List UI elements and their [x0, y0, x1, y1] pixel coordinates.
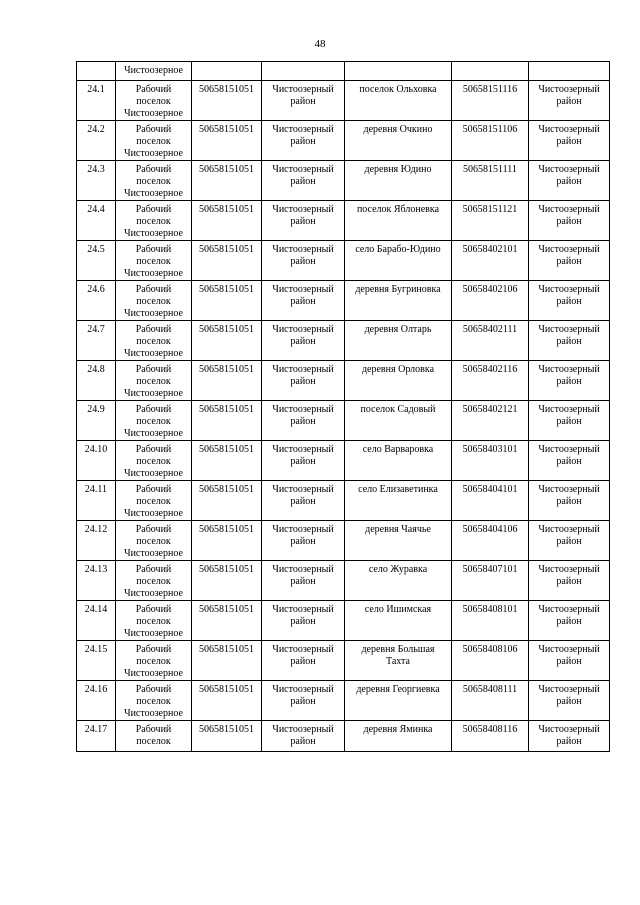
table-row: [77, 321, 610, 361]
settlement-text: Рабочий поселок Чистоозерное: [124, 324, 183, 359]
district1-text: Чистоозерный район: [272, 164, 334, 187]
cell-district2: [529, 281, 610, 321]
cell-num: [77, 201, 116, 241]
cell-settlement: [116, 561, 192, 601]
code1-text: 50658151051: [199, 444, 254, 455]
settlements-table: [76, 61, 610, 752]
cell-locality: [345, 401, 452, 441]
cell-code1: [192, 441, 262, 481]
cell-code1: [192, 81, 262, 121]
code2-text: 50658151116: [462, 84, 518, 95]
cell-locality: [345, 521, 452, 561]
code2-text: 50658408111: [462, 684, 518, 695]
code2-text: 50658408116: [462, 724, 518, 735]
cell-code2: [452, 721, 529, 752]
cell-district2: [529, 321, 610, 361]
locality-text: деревня Бугриновка: [355, 284, 441, 295]
num-text: 24.15: [84, 644, 108, 655]
district1-text: Чистоозерный район: [272, 644, 334, 667]
cell-district2: [529, 521, 610, 561]
table-row: [77, 201, 610, 241]
code2-text: 50658402116: [462, 364, 518, 375]
cell-num: [77, 321, 116, 361]
district1-text: Чистоозерный район: [272, 124, 334, 147]
settlement-text: Рабочий поселок Чистоозерное: [124, 404, 183, 439]
code2-text: 50658151121: [462, 204, 518, 215]
cell-settlement: [116, 401, 192, 441]
cell-district2: [529, 161, 610, 201]
district1-text: Чистоозерный район: [272, 404, 334, 427]
cell-district2: [529, 681, 610, 721]
district1-text: Чистоозерный район: [272, 324, 334, 347]
num-text: 24.5: [87, 244, 105, 255]
code1-text: 50658151051: [199, 324, 254, 335]
district2-text: Чистоозерный район: [538, 564, 600, 587]
cell-code2: [452, 62, 529, 81]
cell-district1: [262, 441, 345, 481]
cell-code1: [192, 241, 262, 281]
cell-settlement: [116, 721, 192, 752]
code2-text: 50658402111: [462, 324, 518, 335]
cell-num: [77, 561, 116, 601]
settlement-text: Рабочий поселок Чистоозерное: [124, 604, 183, 639]
locality-text: село Журавка: [368, 564, 428, 575]
cell-locality: [345, 62, 452, 81]
cell-num: [77, 241, 116, 281]
cell-code1: [192, 601, 262, 641]
district2-text: Чистоозерный район: [538, 404, 600, 427]
settlement-text: Рабочий поселок Чистоозерное: [124, 84, 183, 119]
cell-district1: [262, 521, 345, 561]
code1-text: 50658151051: [199, 244, 254, 255]
code2-text: 50658402106: [462, 284, 518, 295]
district2-text: Чистоозерный район: [538, 204, 600, 227]
code1-text: 50658151051: [199, 564, 254, 575]
table-row: [77, 721, 610, 752]
code1-text: 50658151051: [199, 204, 254, 215]
num-text: 24.3: [87, 164, 105, 175]
locality-text: деревня Юдино: [364, 164, 432, 175]
cell-code2: [452, 561, 529, 601]
cell-locality: [345, 641, 452, 681]
cell-locality: [345, 81, 452, 121]
cell-district1: [262, 361, 345, 401]
cell-code1: [192, 62, 262, 81]
settlement-text: Рабочий поселок Чистоозерное: [124, 684, 183, 719]
district2-text: Чистоозерный район: [538, 604, 600, 627]
cell-code2: [452, 401, 529, 441]
district1-text: Чистоозерный район: [272, 244, 334, 267]
district2-text: Чистоозерный район: [538, 164, 600, 187]
locality-text: село Барабо-Юдино: [355, 244, 441, 255]
cell-code1: [192, 561, 262, 601]
district1-text: Чистоозерный район: [272, 84, 334, 107]
cell-district1: [262, 62, 345, 81]
num-text: 24.16: [84, 684, 108, 695]
cell-code1: [192, 681, 262, 721]
district2-text: Чистоозерный район: [538, 524, 600, 547]
district1-text: Чистоозерный район: [272, 444, 334, 467]
cell-district2: [529, 81, 610, 121]
cell-district1: [262, 681, 345, 721]
cell-district2: [529, 62, 610, 81]
cell-code1: [192, 361, 262, 401]
settlement-text: Рабочий поселок: [135, 724, 172, 747]
locality-text: деревня Очкино: [363, 124, 433, 135]
district2-text: Чистоозерный район: [538, 124, 600, 147]
settlement-text: Чистоозерное: [124, 65, 183, 76]
cell-district1: [262, 201, 345, 241]
cell-code2: [452, 601, 529, 641]
district2-text: Чистоозерный район: [538, 284, 600, 307]
cell-code1: [192, 121, 262, 161]
code2-text: 50658407101: [462, 564, 518, 575]
locality-text: поселок Садовый: [360, 404, 436, 415]
num-text: 24.10: [84, 444, 108, 455]
code1-text: 50658151051: [199, 484, 254, 495]
cell-settlement: [116, 161, 192, 201]
district1-text: Чистоозерный район: [272, 604, 334, 627]
locality-text: деревня Орловка: [361, 364, 435, 375]
num-text: 24.4: [87, 204, 105, 215]
cell-code1: [192, 281, 262, 321]
code1-text: 50658151051: [199, 364, 254, 375]
cell-code1: [192, 721, 262, 752]
cell-code2: [452, 481, 529, 521]
num-text: 24.14: [84, 604, 108, 615]
table-row: [77, 641, 610, 681]
cell-settlement: [116, 241, 192, 281]
cell-num: [77, 721, 116, 752]
district2-text: Чистоозерный район: [538, 444, 600, 467]
code2-text: 50658408101: [462, 604, 518, 615]
cell-settlement: [116, 641, 192, 681]
cell-num: [77, 161, 116, 201]
cell-locality: [345, 601, 452, 641]
district2-text: Чистоозерный район: [538, 364, 600, 387]
code1-text: 50658151051: [199, 164, 254, 175]
cell-district1: [262, 401, 345, 441]
code1-text: 50658151051: [199, 524, 254, 535]
num-text: 24.2: [87, 124, 105, 135]
locality-text: деревня Чаячье: [365, 524, 431, 535]
locality-text: село Елизаветинка: [358, 484, 438, 495]
table-row: [77, 441, 610, 481]
district1-text: Чистоозерный район: [272, 684, 334, 707]
code1-text: 50658151051: [199, 644, 254, 655]
cell-num: [77, 601, 116, 641]
code2-text: 50658151106: [462, 124, 518, 135]
district2-text: Чистоозерный район: [538, 724, 600, 747]
table-row: [77, 81, 610, 121]
code2-text: 50658403101: [462, 444, 518, 455]
code2-text: 50658402101: [462, 244, 518, 255]
cell-settlement: [116, 521, 192, 561]
num-text: 24.12: [84, 524, 108, 535]
num-text: 24.9: [87, 404, 105, 415]
cell-district1: [262, 481, 345, 521]
settlement-text: Рабочий поселок Чистоозерное: [124, 284, 183, 319]
cell-settlement: [116, 81, 192, 121]
locality-text: поселок Яблоневка: [356, 204, 440, 215]
cell-code1: [192, 641, 262, 681]
cell-code2: [452, 441, 529, 481]
cell-locality: [345, 561, 452, 601]
settlement-text: Рабочий поселок Чистоозерное: [124, 444, 183, 479]
district2-text: Чистоозерный район: [538, 684, 600, 707]
settlement-text: Рабочий поселок Чистоозерное: [124, 644, 183, 679]
district2-text: Чистоозерный район: [538, 84, 600, 107]
num-text: 24.11: [84, 484, 108, 495]
cell-district2: [529, 641, 610, 681]
locality-text: поселок Ольховка: [359, 84, 437, 95]
cell-locality: [345, 241, 452, 281]
cell-num: [77, 641, 116, 681]
table-row: [77, 601, 610, 641]
table-row: [77, 361, 610, 401]
table-row: [77, 281, 610, 321]
table-row: [77, 161, 610, 201]
table-row: [77, 521, 610, 561]
cell-settlement: [116, 281, 192, 321]
settlement-text: Рабочий поселок Чистоозерное: [124, 124, 183, 159]
district1-text: Чистоозерный район: [272, 204, 334, 227]
cell-locality: [345, 121, 452, 161]
table-row: [77, 241, 610, 281]
table-row: [77, 561, 610, 601]
cell-district1: [262, 161, 345, 201]
cell-code2: [452, 361, 529, 401]
cell-num: [77, 121, 116, 161]
cell-num: [77, 361, 116, 401]
cell-code2: [452, 521, 529, 561]
num-text: 24.13: [84, 564, 108, 575]
cell-district2: [529, 441, 610, 481]
cell-code1: [192, 521, 262, 561]
locality-text: деревня Большая Тахта: [361, 644, 435, 667]
locality-text: село Варваровка: [362, 444, 434, 455]
cell-locality: [345, 681, 452, 721]
cell-locality: [345, 201, 452, 241]
num-text: 24.8: [87, 364, 105, 375]
cell-district2: [529, 401, 610, 441]
cell-locality: [345, 161, 452, 201]
code1-text: 50658151051: [199, 124, 254, 135]
cell-locality: [345, 281, 452, 321]
cell-num: [77, 521, 116, 561]
cell-num: [77, 62, 116, 81]
locality-text: село Ишимская: [364, 604, 432, 615]
cell-settlement: [116, 441, 192, 481]
cell-code2: [452, 201, 529, 241]
cell-code1: [192, 481, 262, 521]
cell-locality: [345, 441, 452, 481]
cell-district1: [262, 321, 345, 361]
cell-district2: [529, 721, 610, 752]
district1-text: Чистоозерный район: [272, 724, 334, 747]
cell-code2: [452, 281, 529, 321]
cell-num: [77, 81, 116, 121]
cell-locality: [345, 481, 452, 521]
code1-text: 50658151051: [199, 84, 254, 95]
settlement-text: Рабочий поселок Чистоозерное: [124, 204, 183, 239]
district1-text: Чистоозерный район: [272, 484, 334, 507]
cell-settlement: [116, 681, 192, 721]
locality-text: деревня Олтарь: [364, 324, 432, 335]
table-row: [77, 481, 610, 521]
cell-code1: [192, 161, 262, 201]
cell-code1: [192, 321, 262, 361]
settlement-text: Рабочий поселок Чистоозерное: [124, 484, 183, 519]
continuation-row: [77, 62, 610, 81]
num-text: 24.7: [87, 324, 105, 335]
cell-code2: [452, 681, 529, 721]
code1-text: 50658151051: [199, 684, 254, 695]
page-number: 48: [314, 38, 326, 50]
district2-text: Чистоозерный район: [538, 484, 600, 507]
code1-text: 50658151051: [199, 604, 254, 615]
num-text: 24.6: [87, 284, 105, 295]
cell-code1: [192, 201, 262, 241]
cell-district1: [262, 561, 345, 601]
cell-code2: [452, 161, 529, 201]
code2-text: 50658404101: [462, 484, 518, 495]
district1-text: Чистоозерный район: [272, 364, 334, 387]
cell-district1: [262, 241, 345, 281]
cell-district2: [529, 601, 610, 641]
cell-code2: [452, 321, 529, 361]
cell-district2: [529, 241, 610, 281]
cell-district2: [529, 361, 610, 401]
cell-district1: [262, 281, 345, 321]
cell-district1: [262, 641, 345, 681]
cell-district2: [529, 201, 610, 241]
cell-locality: [345, 721, 452, 752]
cell-settlement: [116, 321, 192, 361]
settlement-text: Рабочий поселок Чистоозерное: [124, 164, 183, 199]
cell-code2: [452, 241, 529, 281]
cell-locality: [345, 361, 452, 401]
code1-text: 50658151051: [199, 404, 254, 415]
settlement-text: Рабочий поселок Чистоозерное: [124, 364, 183, 399]
cell-district2: [529, 561, 610, 601]
cell-district1: [262, 601, 345, 641]
num-text: 24.1: [87, 84, 105, 95]
cell-num: [77, 481, 116, 521]
cell-settlement: [116, 601, 192, 641]
code2-text: 50658402121: [462, 404, 518, 415]
district2-text: Чистоозерный район: [538, 244, 600, 267]
cell-code2: [452, 81, 529, 121]
cell-num: [77, 281, 116, 321]
cell-code2: [452, 121, 529, 161]
code2-text: 50658151111: [463, 164, 517, 175]
cell-code1: [192, 401, 262, 441]
cell-locality: [345, 321, 452, 361]
num-text: 24.17: [84, 724, 108, 735]
table-row: [77, 121, 610, 161]
district1-text: Чистоозерный район: [272, 564, 334, 587]
table-body: [77, 62, 610, 752]
district2-text: Чистоозерный район: [538, 324, 600, 347]
code2-text: 50658408106: [462, 644, 518, 655]
cell-num: [77, 681, 116, 721]
district1-text: Чистоозерный район: [272, 284, 334, 307]
code1-text: 50658151051: [199, 724, 254, 735]
table-row: [77, 401, 610, 441]
cell-district2: [529, 481, 610, 521]
cell-settlement: [116, 62, 192, 81]
locality-text: деревня Яминка: [363, 724, 433, 735]
district1-text: Чистоозерный район: [272, 524, 334, 547]
district2-text: Чистоозерный район: [538, 644, 600, 667]
cell-settlement: [116, 481, 192, 521]
code2-text: 50658404106: [462, 524, 518, 535]
cell-district1: [262, 121, 345, 161]
settlement-text: Рабочий поселок Чистоозерное: [124, 564, 183, 599]
cell-district1: [262, 721, 345, 752]
locality-text: деревня Георгиевка: [356, 684, 440, 695]
settlement-text: Рабочий поселок Чистоозерное: [124, 244, 183, 279]
cell-num: [77, 441, 116, 481]
settlement-text: Рабочий поселок Чистоозерное: [124, 524, 183, 559]
cell-settlement: [116, 121, 192, 161]
cell-code2: [452, 641, 529, 681]
cell-settlement: [116, 361, 192, 401]
cell-settlement: [116, 201, 192, 241]
table-row: [77, 681, 610, 721]
code1-text: 50658151051: [199, 284, 254, 295]
cell-district2: [529, 121, 610, 161]
cell-district1: [262, 81, 345, 121]
cell-num: [77, 401, 116, 441]
